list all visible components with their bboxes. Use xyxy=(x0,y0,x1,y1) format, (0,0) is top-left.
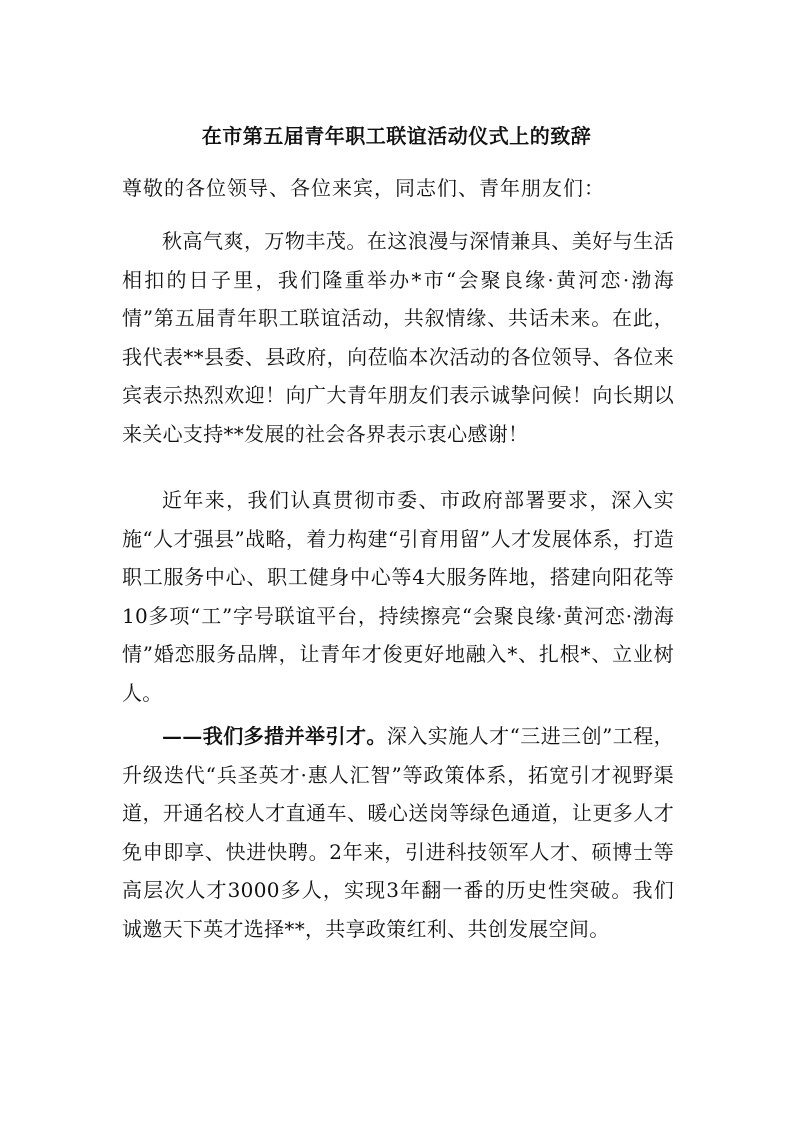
paragraph-2-text: 近年来，我们认真贯彻市委、市政府部署要求，深入实施“人才强县”战略，着力构建“引育用留”人才发展体系，打造职工服务中心、职工健身中心等4大服务阵地，搭建向阳花等10多项“工”字号联谊平台，持续擦亮“会聚良缘·黄河恋·渤海情”婚恋服务品牌，让青年才俊更好地融入*、扎根*、立业树人。 xyxy=(122,488,674,705)
document-title: 在市第五届青年职工联谊活动仪式上的致辞 xyxy=(201,124,592,148)
paragraph-1 xyxy=(122,222,674,454)
paragraph-3 xyxy=(122,717,674,949)
salutation: 尊敬的各位领导、各位来宾，同志们、青年朋友们： xyxy=(122,176,605,200)
paragraph-2 xyxy=(122,481,674,713)
paragraph-3-lead: ——我们多措并举引才。 xyxy=(162,724,387,748)
paragraph-1-text: 秋高气爽，万物丰茂。在这浪漫与深情兼具、美好与生活相扣的日子里，我们隆重举办*市“会聚良缘·黄河恋·渤海情”第五届青年职工联谊活动，共叙情缘、共话未来。在此，我代表**县委、县政府，向莅临本次活动的各位领导、各位来宾表示热烈欢迎！向广大青年朋友们表示诚挚问候！向长期以来关心支持**发展的社会各界表示衷心感谢！ xyxy=(122,229,674,446)
paragraph-3-text: 深入实施人才“三进三创”工程，升级迭代“兵圣英才·惠人汇智”等政策体系，拓宽引才视野渠道，开通名校人才直通车、暖心送岗等绿色通道，让更多人才免申即享、快进快聘。2年来，引进科技领军人才、硕博士等高层次人才3000多人，实现3年翻一番的历史性突破。我们诚邀天下英才选择**，共享政策红利、共创发展空间。 xyxy=(122,724,674,941)
